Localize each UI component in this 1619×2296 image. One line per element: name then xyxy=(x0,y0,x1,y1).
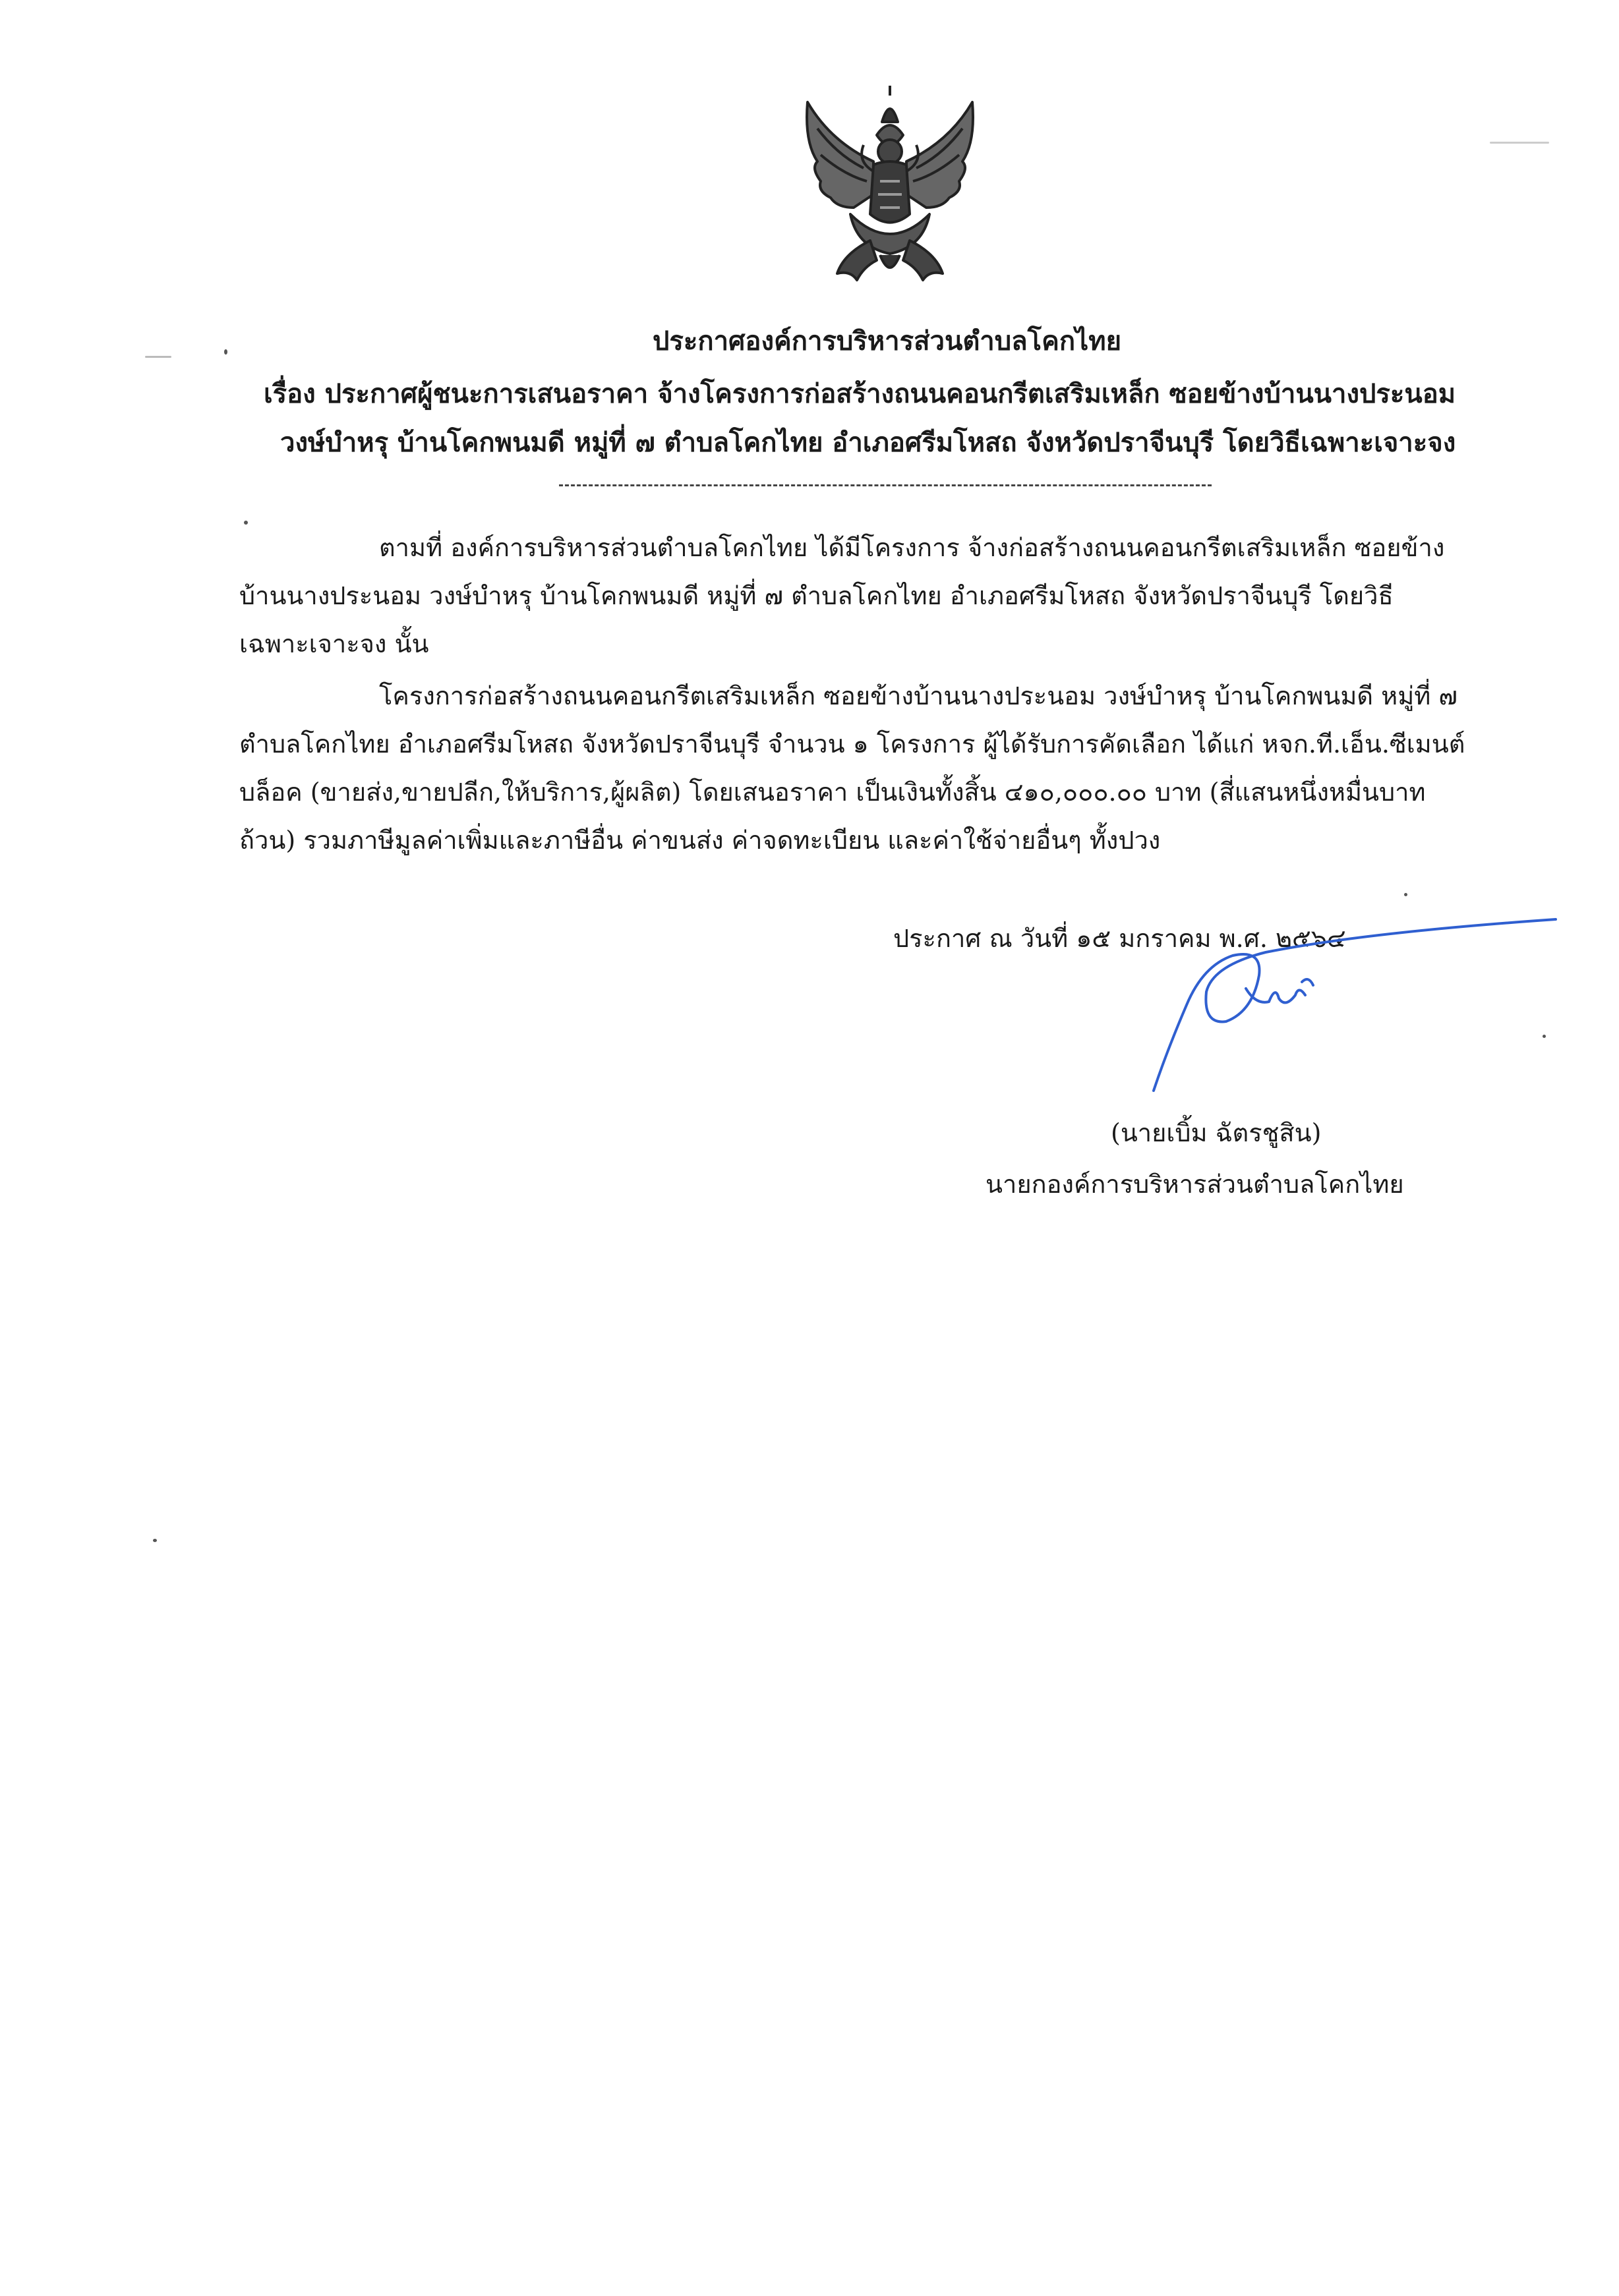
garuda-emblem-icon xyxy=(791,82,989,293)
signer-name: (นายเบิ้ม ฉัตรชูสิน) xyxy=(1111,1118,1322,1147)
paragraph-2-line-3: บล็อค (ขายส่ง,ขายปลีก,ให้บริการ,ผู้ผลิต) โดยเสนอราคา เป็นเงินทั้งสิ้น ๔๑๐,๐๐๐.๐๐ บาท (สี่แสนหนึ่งหมื่นบาท xyxy=(239,778,1426,807)
announcement-date: ประกาศ ณ วันที่ ๑๕ มกราคม พ.ศ. ๒๕๖๔ xyxy=(893,924,1346,953)
paragraph-1-line-2: บ้านนางประนอม วงษ์บำหรุ บ้านโคกพนมดี หมู่ที่ ๗ ตำบลโคกไทย อำเภอศรีมโหสถ จังหวัดปราจีนบุรี โดยวิธี xyxy=(239,581,1394,610)
scan-speck xyxy=(1490,142,1549,144)
subject-line-1: เรื่อง ประกาศผู้ชนะการเสนอราคา จ้างโครงการก่อสร้างถนนคอนกรีตเสริมเหล็ก ซอยข้างบ้านนางประนอม xyxy=(264,378,1456,409)
scan-speck xyxy=(1543,1035,1546,1038)
scan-speck xyxy=(145,356,171,358)
scan-speck xyxy=(244,521,248,525)
scan-speck xyxy=(153,1539,157,1542)
paragraph-2-line-1: โครงการก่อสร้างถนนคอนกรีตเสริมเหล็ก ซอยข้างบ้านนางประนอม วงษ์บำหรุ บ้านโคกพนมดี หมู่ที่ ๗ xyxy=(379,681,1457,710)
paragraph-2-line-4: ถ้วน) รวมภาษีมูลค่าเพิ่มและภาษีอื่น ค่าขนส่ง ค่าจดทะเบียน และค่าใช้จ่ายอื่นๆ ทั้งปวง xyxy=(239,826,1161,855)
document-title: ประกาศองค์การบริหารส่วนตำบลโคกไทย xyxy=(653,326,1122,357)
signer-position: นายกองค์การบริหารส่วนตำบลโคกไทย xyxy=(986,1170,1404,1199)
separator-dashes xyxy=(559,484,1212,486)
subject-line-2: วงษ์บำหรุ บ้านโคกพนมดี หมู่ที่ ๗ ตำบลโคกไทย อำเภอศรีมโหสถ จังหวัดปราจีนบุรี โดยวิธีเฉพาะเจาะจง xyxy=(280,427,1456,458)
paragraph-1-line-1: ตามที่ องค์การบริหารส่วนตำบลโคกไทย ได้มีโครงการ จ้างก่อสร้างถนนคอนกรีตเสริมเหล็ก ซอยข้าง xyxy=(379,533,1445,562)
paragraph-2-line-2: ตำบลโคกไทย อำเภอศรีมโหสถ จังหวัดปราจีนบุรี จำนวน ๑ โครงการ ผู้ได้รับการคัดเลือก ได้แก่ หจก.ที.เอ็น.ซีเมนต์ xyxy=(239,730,1465,759)
scan-speck xyxy=(224,349,227,355)
paragraph-1-line-3: เฉพาะเจาะจง นั้น xyxy=(239,629,429,658)
scan-speck xyxy=(1404,893,1407,896)
handwritten-signature xyxy=(1140,913,1562,1110)
